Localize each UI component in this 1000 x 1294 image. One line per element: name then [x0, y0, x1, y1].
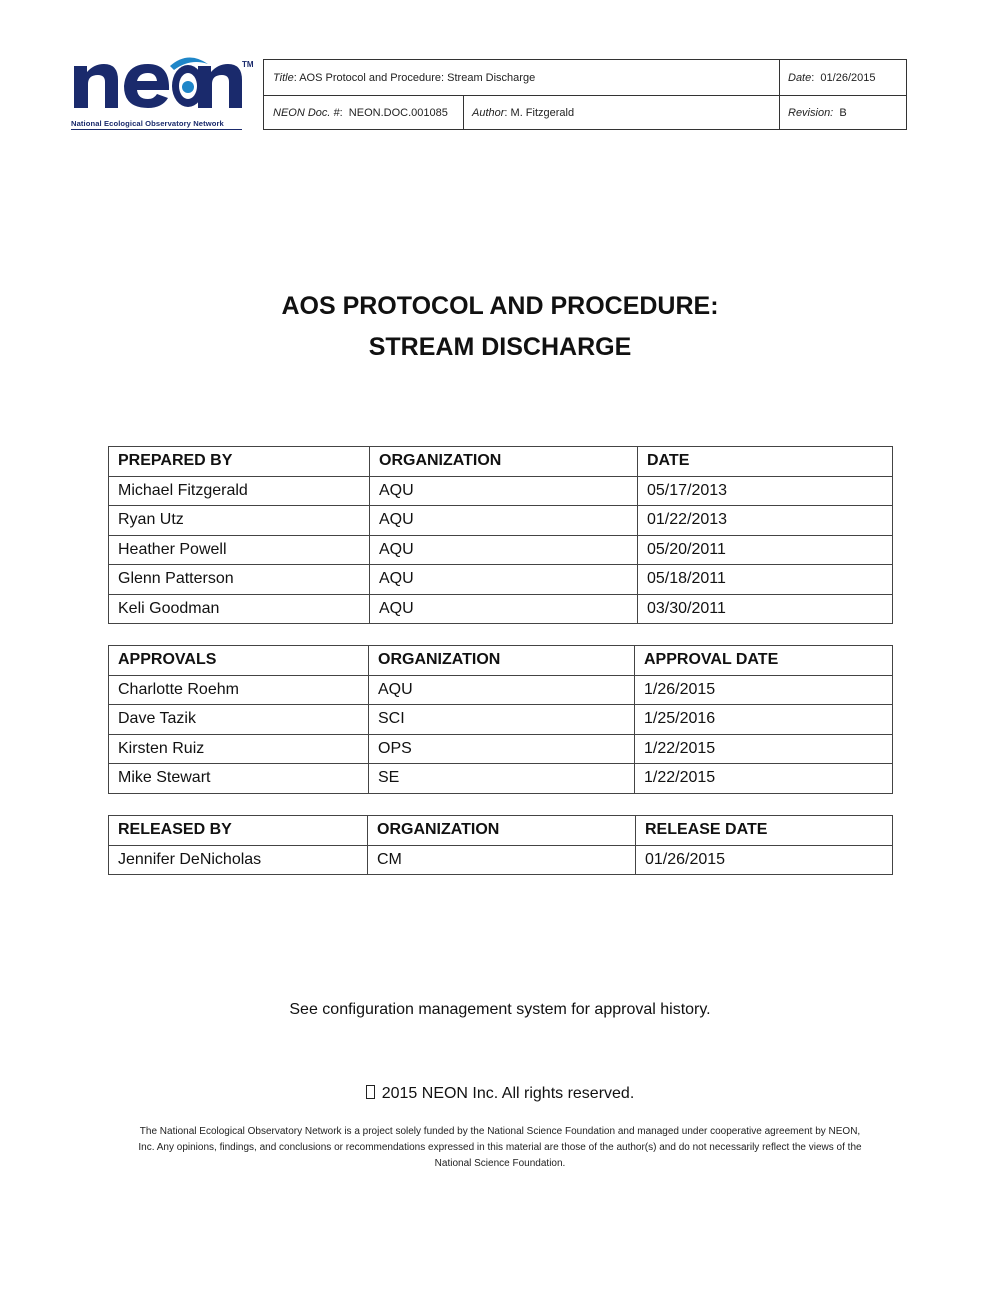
released-by-table: [108, 815, 893, 875]
document-title-line-1: AOS PROTOCOL AND PROCEDURE:: [281, 292, 719, 320]
preparer-name: Glenn Patterson: [109, 565, 370, 595]
approver-name: Kirsten Ruiz: [109, 734, 369, 764]
copyright-text: 2015 NEON Inc. All rights reserved.: [381, 1085, 635, 1102]
logo-tagline: National Ecological Observatory Network: [71, 119, 224, 128]
column-header: APPROVAL DATE: [635, 646, 893, 676]
header-date-cell: [779, 60, 907, 95]
organization: AQU: [370, 565, 638, 595]
table-header-row: [109, 816, 893, 846]
table-row: [109, 476, 893, 506]
table-row: [109, 705, 893, 735]
table-header-row: [109, 447, 893, 477]
column-header: PREPARED BY: [109, 447, 370, 477]
header-revision-cell: [779, 95, 907, 130]
organization: AQU: [369, 675, 635, 705]
column-header: ORGANIZATION: [370, 447, 638, 477]
organization: SCI: [369, 705, 635, 735]
approver-name: Charlotte Roehm: [109, 675, 369, 705]
table-row: [109, 764, 893, 794]
organization: CM: [368, 845, 636, 875]
approvals-table: [108, 645, 893, 794]
header-title-value: : AOS Protocol and Procedure: Stream Discharge: [293, 71, 536, 84]
column-header: ORGANIZATION: [368, 816, 636, 846]
date: 05/17/2013: [638, 476, 893, 506]
header-doc-label: NEON Doc. #: [273, 106, 340, 119]
header-author-label: Author: [472, 106, 505, 119]
document-title-line-2: STREAM DISCHARGE: [368, 333, 632, 361]
preparer-name: Keli Goodman: [109, 594, 370, 624]
config-management-note: See configuration management system for approval history.: [289, 1001, 711, 1018]
approver-name: Mike Stewart: [109, 764, 369, 794]
logo-underline: [71, 129, 242, 130]
header-doc-cell: [264, 95, 463, 130]
organization: AQU: [370, 476, 638, 506]
date: 05/18/2011: [638, 565, 893, 595]
organization: AQU: [370, 506, 638, 536]
approver-name: Dave Tazik: [109, 705, 369, 735]
header-date-value: : 01/26/2015: [811, 71, 876, 84]
neon-logo: [66, 58, 256, 132]
releaser-name: Jennifer DeNicholas: [109, 845, 368, 875]
preparer-name: Michael Fitzgerald: [109, 476, 370, 506]
header-revision-label: Revision:: [788, 106, 834, 119]
funding-disclaimer: [110, 1124, 890, 1172]
column-header: RELEASE DATE: [636, 816, 893, 846]
approval-date: 1/22/2015: [635, 734, 893, 764]
disclaimer-line: The National Ecological Observatory Network is a project solely funded by the National Science Foundation and managed under cooperative agreement by NEON,: [139, 1126, 861, 1137]
date: 05/20/2011: [638, 535, 893, 565]
approval-date: 1/22/2015: [635, 764, 893, 794]
table-row: [109, 535, 893, 565]
prepared-by-table: [108, 446, 893, 624]
column-header: APPROVALS: [109, 646, 369, 676]
table-row: [109, 594, 893, 624]
disclaimer-line: Inc. Any opinions, findings, and conclusions or recommendations expressed in this material are those of the author(s) and do not necessarily reflect the views of the: [138, 1142, 862, 1153]
header-author-value: : M. Fitzgerald: [504, 106, 575, 119]
logo-wordmark: [70, 50, 246, 121]
disclaimer-line: National Science Foundation.: [434, 1158, 566, 1169]
release-date: 01/26/2015: [636, 845, 893, 875]
document-header-box: [263, 59, 907, 130]
organization: SE: [369, 764, 635, 794]
table-header-row: [109, 646, 893, 676]
preparer-name: Ryan Utz: [109, 506, 370, 536]
organization: OPS: [369, 734, 635, 764]
column-header: RELEASED BY: [109, 816, 368, 846]
table-row: [109, 506, 893, 536]
table-row: [109, 845, 893, 875]
organization: AQU: [370, 594, 638, 624]
header-title-label: Title: [273, 71, 294, 84]
header-author-cell: [463, 95, 779, 130]
logo-trademark: TM: [242, 60, 254, 69]
header-date-label: Date: [788, 71, 812, 84]
header-title-cell: [264, 60, 779, 95]
column-header: ORGANIZATION: [369, 646, 635, 676]
date: 03/30/2011: [638, 594, 893, 624]
approval-date: 1/25/2016: [635, 705, 893, 735]
copyright-line: [0, 1085, 1000, 1103]
table-row: [109, 675, 893, 705]
date: 01/22/2013: [638, 506, 893, 536]
organization: AQU: [370, 535, 638, 565]
header-revision-value: B: [833, 106, 847, 119]
approval-date: 1/26/2015: [635, 675, 893, 705]
table-row: [109, 734, 893, 764]
neon-wordmark-graphic: [70, 50, 246, 110]
header-doc-value: : NEON.DOC.001085: [339, 106, 448, 119]
table-row: [109, 565, 893, 595]
column-header: DATE: [638, 447, 893, 477]
copyright-symbol-icon: [366, 1085, 375, 1099]
preparer-name: Heather Powell: [109, 535, 370, 565]
